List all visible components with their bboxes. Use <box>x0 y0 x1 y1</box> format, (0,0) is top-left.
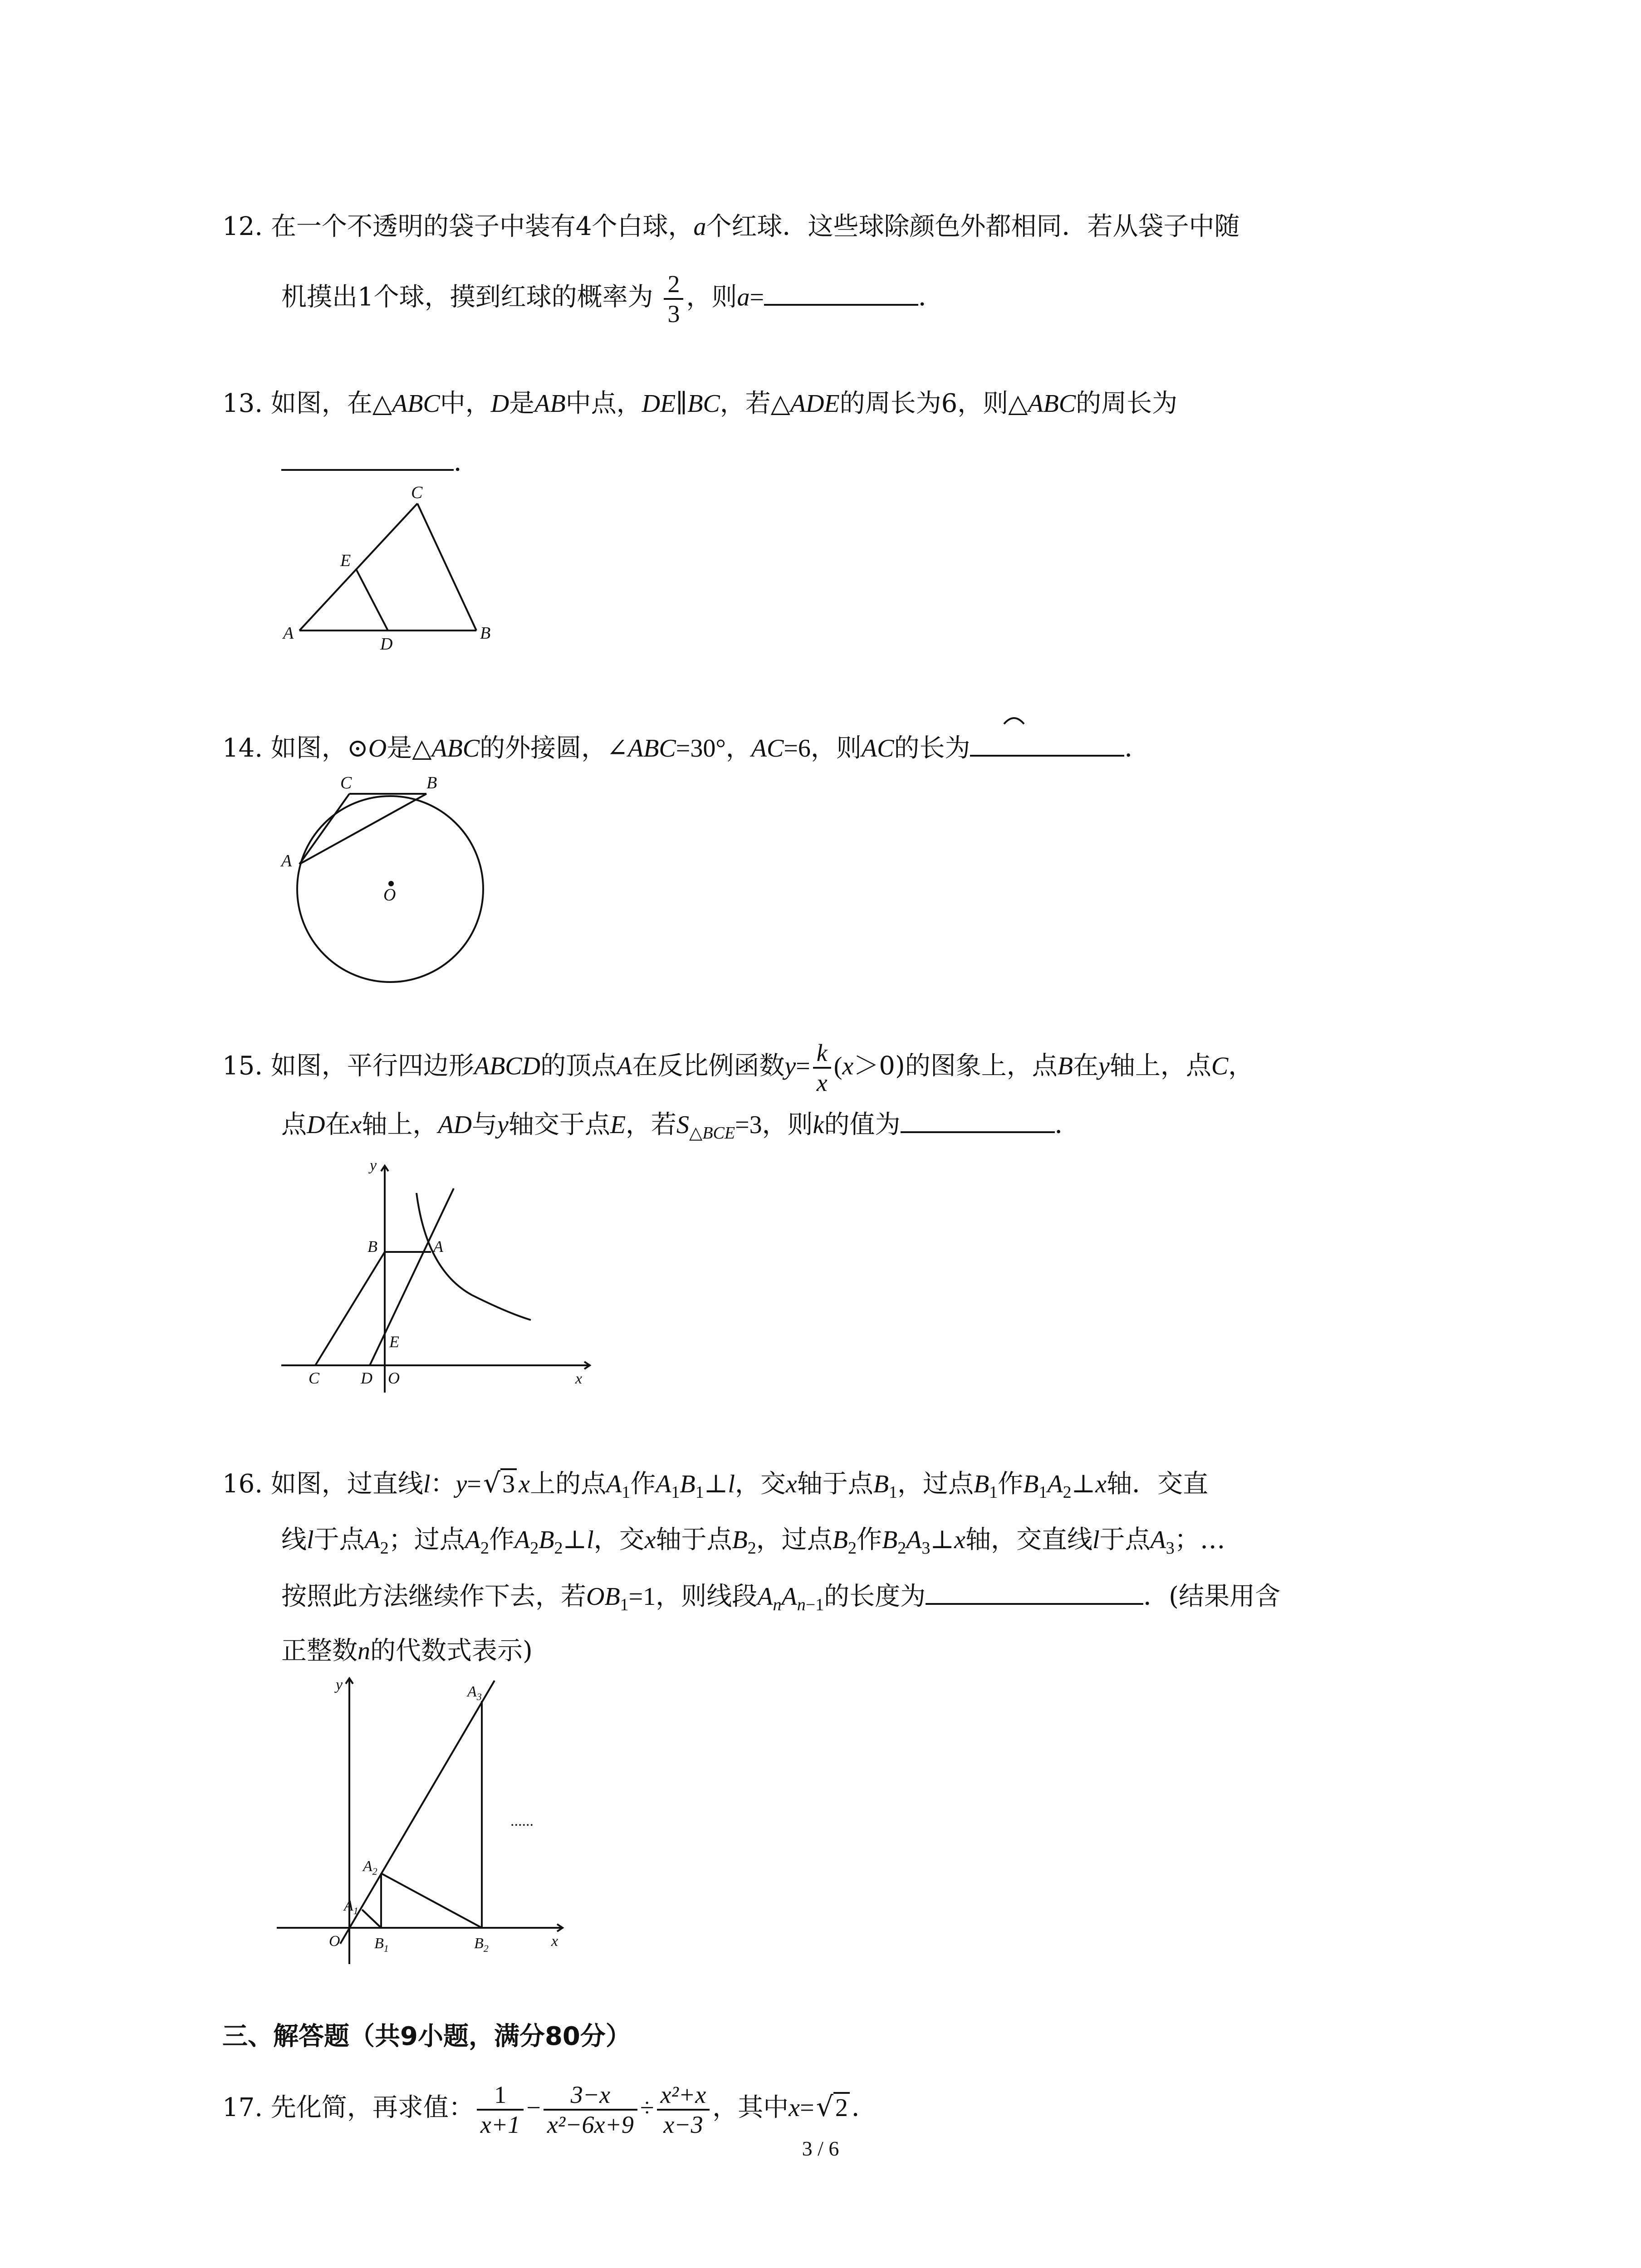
q15-label-O: O <box>388 1369 400 1387</box>
q13-label-A: A <box>283 624 294 643</box>
q16-graph-figure <box>272 1674 581 1969</box>
q15-label-D: D <box>361 1369 372 1387</box>
q17-number: 17. <box>222 2093 263 2122</box>
q12-number: 12. <box>222 212 263 241</box>
q13-number: 13. <box>222 389 263 418</box>
q16-answer-blank <box>926 1603 1143 1605</box>
q16-label-A2: $A_2$ <box>363 1858 377 1877</box>
q15-label-A: A <box>433 1237 443 1256</box>
q16-line2: 线l于点$A_2$；过点$A_2$作$A_2B_2\perp l$，交x轴于点$B_2$，过点$B_2$作$B_2A_3\perp x$轴，交直线l于点$A_3$；… <box>281 1525 1225 1558</box>
q15-graph-figure <box>272 1157 608 1397</box>
q14-arc-ac: AC <box>861 734 894 763</box>
q14-answer-blank <box>970 755 1124 757</box>
q12-line2: 机摸出1个球，摸到红球的概率为 $\frac{2}{3}$ ，则a= ． <box>281 270 944 327</box>
q15-label-B: B <box>367 1237 377 1256</box>
q16-line3: 按照此方法继续作下去，若$OB_1=1$，则线段$A_nA_{n-1}$的长度为 ．(结果用含 <box>281 1582 1280 1615</box>
q16-label-x: x <box>551 1933 558 1950</box>
q17-sqrt: √2 <box>816 2075 850 2140</box>
q13-label-D: D <box>380 635 393 653</box>
q17-frac-2: $\frac{3-x}{\text{x²−6x+9}}$ <box>544 2081 637 2139</box>
q15-answer-blank <box>901 1131 1055 1133</box>
q14-label-O: O <box>383 885 396 904</box>
page-number: 3 / 6 <box>802 2137 839 2160</box>
q17-frac-1: $\frac{1}{x+1}$ <box>477 2081 524 2139</box>
q16-label-A3: $A_3$ <box>467 1683 482 1702</box>
q17-line: 17. 先化简，再求值： $\frac{1}{x+1}$ − $\frac{3-x}{\text{x²−6x+9}}$ ÷ $\frac{\text{x²+x}}{x-3}$ ，其中x=√2 ． <box>222 2075 877 2140</box>
q15-number: 15. <box>222 1051 263 1081</box>
q16-line4: 正整数n的代数式表示) <box>281 1636 533 1666</box>
q16-dots: ...... <box>510 1813 534 1829</box>
q13-answer-blank <box>281 469 454 471</box>
q16-line1: 16. 如图，过直线l：y=√3 x上的点$A_1$作$A_1B_1\perp l$，交x轴于点$B_1$，过点$B_1$作$B_1A_2\perp x$轴．交直 <box>222 1465 1208 1510</box>
q16-label-B2: $B_2$ <box>474 1935 489 1954</box>
q15-fraction: $\frac{k}{x}$ <box>813 1039 831 1097</box>
q13-line2: ． <box>281 445 479 481</box>
q13-triangle-figure <box>277 481 513 653</box>
q17-frac-3: $\frac{\text{x²+x}}{x-3}$ <box>657 2081 710 2139</box>
section3-heading: 三、解答题（共9小题，满分80分） <box>222 2022 631 2051</box>
q15-line2: 点D在x轴上，AD与y轴交于点E，若$S_{\triangle BCE}=3$，则k的值为 ． <box>281 1110 1080 1143</box>
q12-line1: 12. 在一个不透明的袋子中装有4个白球，a个红球．这些球除颜色外都相同．若从袋子中随 <box>222 212 1240 241</box>
q12-fraction: $\frac{2}{3}$ <box>664 270 683 328</box>
q14-line1: 14. 如图，⊙O是△ABC的外接圆，∠ABC=30°，AC=6，则AC的长为 ． <box>222 730 1150 767</box>
q15-label-E: E <box>389 1333 399 1351</box>
q13-line1: 13. 如图，在△ABC中，D是AB中点，DE∥BC，若△ADE的周长为6，则△ABC的周长为 <box>222 389 1178 418</box>
q14-label-C: C <box>340 773 352 792</box>
q12-answer-blank <box>764 304 918 306</box>
q15-label-x: x <box>575 1370 583 1387</box>
q16-number: 16. <box>222 1469 263 1499</box>
q15-line1: 15. 如图，平行四边形ABCD的顶点A在反比例函数y= $\frac{k}{x}$ (x＞0)的图象上，点B在y轴上，点C， <box>222 1039 1254 1096</box>
q14-circle-figure <box>272 771 508 989</box>
q15-label-C: C <box>309 1369 320 1387</box>
q14-arc-mark <box>1000 712 1028 726</box>
q13-label-C: C <box>411 483 423 502</box>
q15-label-y: y <box>370 1157 377 1174</box>
q16-label-A1: $A_1$ <box>344 1897 358 1916</box>
q16-label-B1: $B_1$ <box>374 1935 389 1954</box>
q16-sqrt: √3 <box>483 1465 517 1502</box>
q16-label-y: y <box>336 1677 343 1693</box>
q14-label-A: A <box>281 851 292 870</box>
q13-label-B: B <box>480 624 491 643</box>
q14-label-B: B <box>426 773 437 792</box>
q14-number: 14. <box>222 733 263 763</box>
q13-label-E: E <box>340 551 351 570</box>
q16-label-O: O <box>329 1933 340 1950</box>
